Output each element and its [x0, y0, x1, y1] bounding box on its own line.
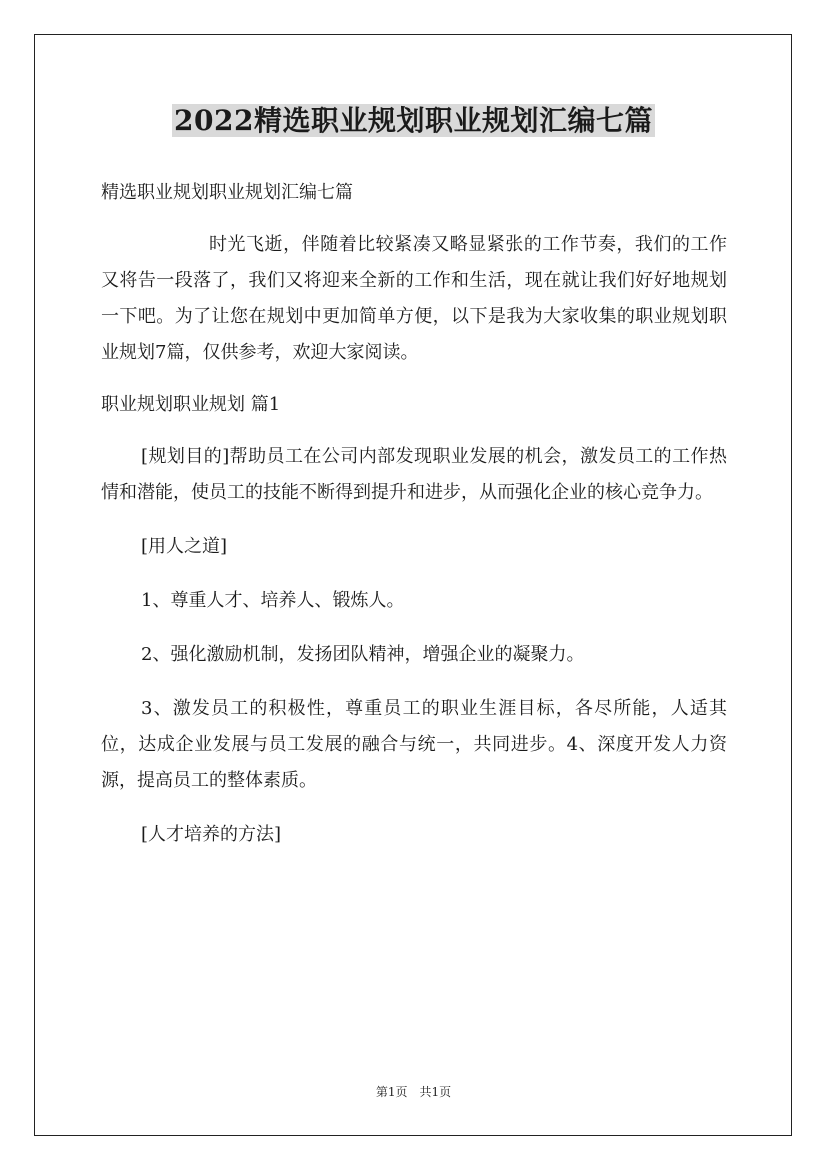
paragraph-item-3: 3、激发员工的积极性，尊重员工的职业生涯目标，各尽所能，人适其位，达成企业发展与员工发展的融合与统一，共同进步。4、深度开发人力资源，提高员工的整体素质。	[101, 698, 727, 791]
paragraph-item-2: 2、强化激励机制，发扬团队精神，增强企业的凝聚力。	[141, 644, 585, 665]
document-title-text: 2022精选职业规划职业规划汇编七篇	[174, 104, 653, 137]
document-title	[0, 101, 827, 141]
intro-paragraph: 时光飞逝，伴随着比较紧凑又略显紧张的工作节奏，我们的工作又将告一段落了，我们又将迎来全新的工作和生活，现在就让我们好好地规划一下吧。为了让您在规划中更加简单方便，以下是我为大家收集的职业规划职业规划7篇，仅供参考，欢迎大家阅读。	[101, 234, 727, 363]
section-heading: 职业规划职业规划 篇1	[101, 394, 281, 415]
page-footer	[0, 1084, 827, 1100]
paragraph-training-methods: [人才培养的方法]	[141, 824, 282, 845]
paragraph-purpose: [规划目的]帮助员工在公司内部发现职业发展的机会，激发员工的工作热情和潜能，使员工的技能不断得到提升和进步，从而强化企业的核心竞争力。	[101, 446, 727, 503]
page-number: 第1页 共1页	[375, 1085, 452, 1099]
paragraph-hiring-principles: [用人之道]	[141, 536, 228, 557]
document-body	[101, 175, 727, 871]
document-subtitle: 精选职业规划职业规划汇编七篇	[101, 182, 353, 203]
paragraph-item-1: 1、尊重人才、培养人、锻炼人。	[141, 590, 405, 611]
